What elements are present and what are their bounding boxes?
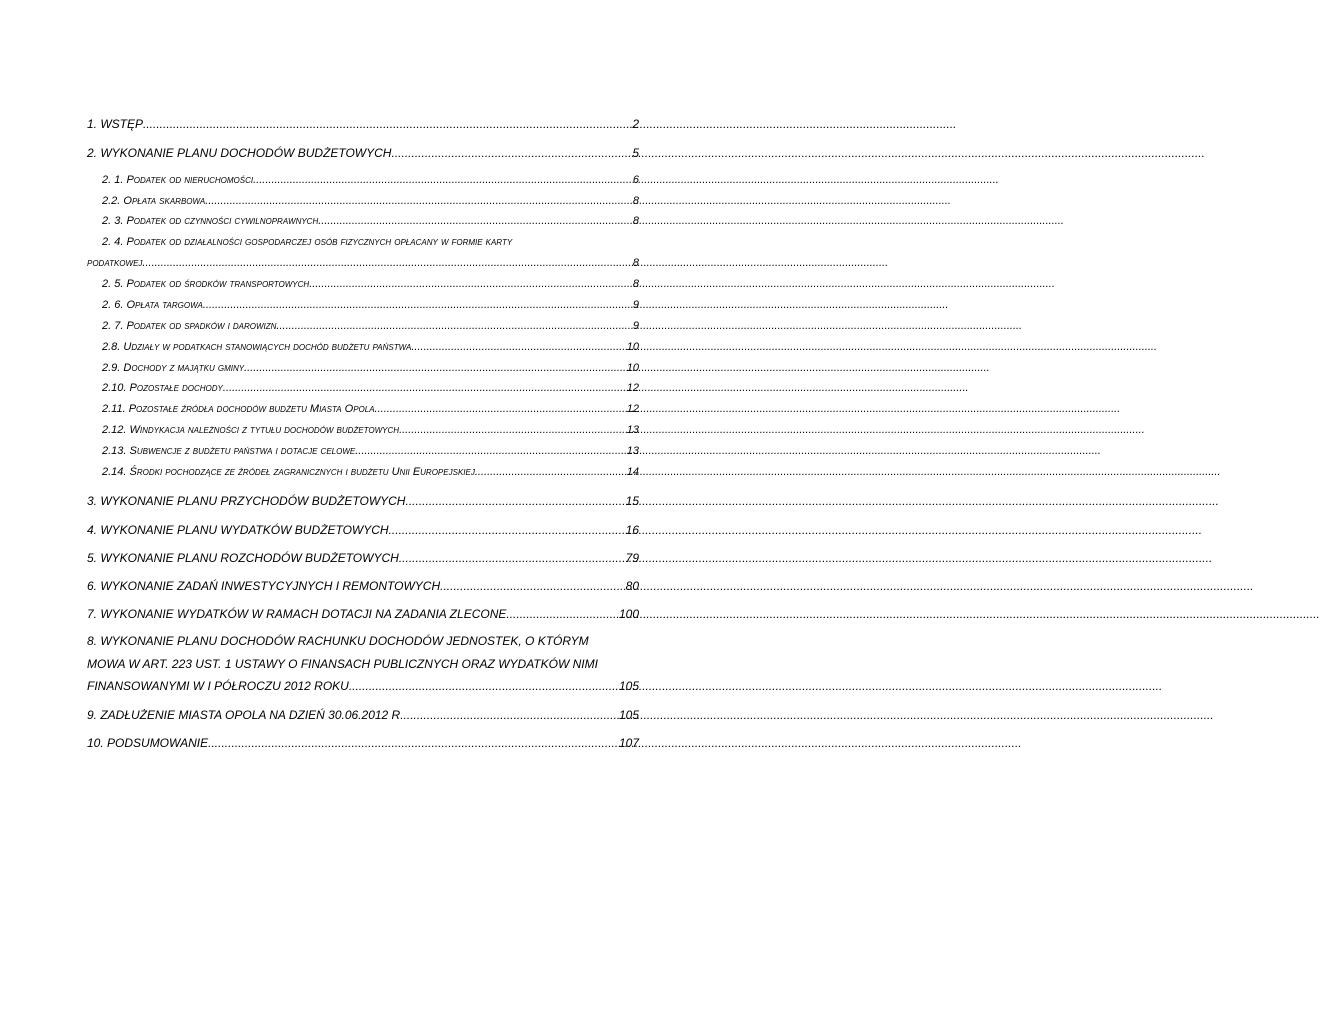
leader-dots <box>440 579 625 593</box>
toc-page-number: 15 <box>625 494 639 508</box>
leader-dots <box>391 146 631 160</box>
toc-entry-title: 2.2. Opłata skarbowa <box>102 195 206 207</box>
toc-entry-2-2[interactable] <box>87 195 639 208</box>
leader-dots <box>405 494 624 508</box>
leader-dots <box>318 215 632 228</box>
toc-page-number: 8 <box>632 195 639 207</box>
toc-entry-title: 2.10. Pozostałe dochody <box>102 382 223 394</box>
toc-entry-title: 2. 3. Podatek od czynności cywilnoprawnych <box>102 215 319 227</box>
toc-entry-2-10[interactable] <box>87 382 639 395</box>
toc-entry-title: podatkowej <box>87 257 143 269</box>
toc-page-number: 8 <box>632 215 639 227</box>
toc-entry-7[interactable] <box>87 607 639 621</box>
toc-entry-title: 2.9. Dochody z majątku gminy <box>102 362 245 374</box>
toc-page-number: 8 <box>632 257 639 269</box>
leader-dots <box>203 299 632 312</box>
toc-entry-title: 2. 6. Opłata targowa <box>102 299 203 311</box>
leader-dots <box>205 195 632 208</box>
leader-dots <box>506 607 618 621</box>
toc-entry-title: 4. WYKONANIE PLANU WYDATKÓW BUDŻETOWYCH <box>87 523 389 537</box>
toc-page-number: 16 <box>625 523 639 537</box>
toc-entry-title: FINANSOWANYMI W I PÓŁROCZU 2012 ROKU <box>87 679 349 693</box>
leader-dots <box>208 736 618 750</box>
toc-entry-8[interactable] <box>87 679 639 693</box>
toc-entry-4[interactable] <box>87 523 639 537</box>
leader-dots <box>400 708 618 722</box>
toc-entry-2-5[interactable] <box>87 278 639 291</box>
toc-entry-8-line-1[interactable]: 8. WYKONANIE PLANU DOCHODÓW RACHUNKU DOCHODÓW JEDNOSTEK, O KTÓRYM <box>87 634 589 648</box>
toc-page-number: 12 <box>626 403 639 415</box>
leader-dots <box>253 174 632 187</box>
leader-dots <box>276 320 631 333</box>
toc-entry-2-6[interactable] <box>87 299 639 312</box>
toc-page-number: 8 <box>632 278 639 290</box>
toc-entry-8-line-2[interactable]: MOWA W ART. 223 UST. 1 USTAWY O FINANSACH PUBLICZNYCH ORAZ WYDATKÓW NIMI <box>87 657 598 671</box>
leader-dots <box>389 523 625 537</box>
toc-entry-2-4-line[interactable]: 2. 4. Podatek od działalności gospodarczej osób fizycznych opłacany w formie karty <box>102 236 513 248</box>
toc-entry-2-9[interactable] <box>87 362 639 375</box>
toc-entry-9[interactable] <box>87 708 639 722</box>
leader-dots <box>355 445 626 458</box>
toc-page-number: 10 <box>626 362 639 374</box>
toc-page-number: 105 <box>618 708 639 722</box>
toc-page-number: 12 <box>626 382 639 394</box>
toc-entry-2-14[interactable] <box>87 466 639 479</box>
toc-entry-2-11[interactable] <box>87 403 639 416</box>
toc-page-number: 6 <box>632 174 639 186</box>
toc-entry-title: 7. WYKONANIE WYDATKÓW W RAMACH DOTACJI NA ZADANIA ZLECONE <box>87 607 507 621</box>
toc-entry-title: 10. PODSUMOWANIE <box>87 736 209 750</box>
toc-page-number: 9 <box>632 320 639 332</box>
toc-entry-2-1[interactable] <box>87 174 639 187</box>
toc-entry-2-12[interactable] <box>87 424 639 437</box>
toc-page-number: 107 <box>618 736 639 750</box>
toc-entry-title: 3. WYKONANIE PLANU PRZYCHODÓW BUDŻETOWYCH <box>87 494 406 508</box>
toc-entry-title: 2. WYKONANIE PLANU DOCHODÓW BUDŻETOWYCH <box>87 146 392 160</box>
leader-dots <box>244 362 626 375</box>
toc-page-number: 13 <box>626 424 639 436</box>
toc-entry-title: 2.13. Subwencje z budżetu państwa i dotacje celowe <box>102 445 356 457</box>
leader-dots <box>375 403 626 416</box>
toc-entry-title: 9. ZADŁUŻENIE MIASTA OPOLA NA DZIEŃ 30.06.2012 R <box>87 708 401 722</box>
toc-entry-title: 1. WSTĘP <box>87 117 144 131</box>
toc-entry-title: 2.14. Środki pochodzące ze źródeł zagranicznych i budżetu Unii Europejskiej <box>102 466 475 478</box>
toc-entry-2-4[interactable] <box>87 257 639 270</box>
toc-page-number: 79 <box>625 551 639 565</box>
leader-dots <box>411 341 625 354</box>
leader-dots <box>349 679 618 693</box>
toc-page-number: 80 <box>625 579 639 593</box>
toc-entry-3[interactable] <box>87 494 639 508</box>
toc-page-number: 14 <box>626 466 639 478</box>
toc-entry-title: 2.12. Windykacja należności z tytułu dochodów budżetowych <box>102 424 400 436</box>
toc-entry-title: 2. 1. Podatek od nieruchomości <box>102 174 254 186</box>
toc-entry-2-8[interactable] <box>87 341 639 354</box>
toc-page-number: 105 <box>618 679 639 693</box>
toc-entry-6[interactable] <box>87 579 639 593</box>
toc-entry-title: 6. WYKONANIE ZADAŃ INWESTYCYJNYCH I REMONTOWYCH <box>87 579 441 593</box>
toc-entry-title: 2.8. Udziały w podatkach stanowiących dochód budżetu państwa <box>102 341 412 353</box>
toc-entry-10[interactable] <box>87 736 639 750</box>
toc-entry-5[interactable] <box>87 551 639 565</box>
toc-entry-2-3[interactable] <box>87 215 639 228</box>
toc-page-number: 9 <box>632 299 639 311</box>
toc-entry-2-7[interactable] <box>87 320 639 333</box>
toc-page-number: 13 <box>626 445 639 457</box>
leader-dots <box>399 424 626 437</box>
toc-entry-title: 2.11. Pozostałe źródła dochodów budżetu Miasta Opola <box>102 403 375 415</box>
leader-dots <box>143 117 631 131</box>
toc-entry-title: 5. WYKONANIE PLANU ROZCHODÓW BUDŻETOWYCH <box>87 551 399 565</box>
toc-entry-2-13[interactable] <box>87 445 639 458</box>
toc-entry-1[interactable] <box>87 117 639 131</box>
leader-dots <box>475 466 626 479</box>
leader-dots <box>223 382 626 395</box>
leader-dots <box>142 257 631 270</box>
toc-entry-2[interactable] <box>87 146 639 160</box>
toc-page-number: 10 <box>626 341 639 353</box>
leader-dots <box>399 551 625 565</box>
toc-page-number: 100 <box>618 607 639 621</box>
toc-page-number: 2 <box>632 117 639 131</box>
toc-page-number: 5 <box>632 146 639 160</box>
leader-dots <box>309 278 632 291</box>
toc-entry-title: 2. 7. Podatek od spadków i darowizn <box>102 320 277 332</box>
toc-entry-title: 2. 5. Podatek od środków transportowych <box>102 278 310 290</box>
